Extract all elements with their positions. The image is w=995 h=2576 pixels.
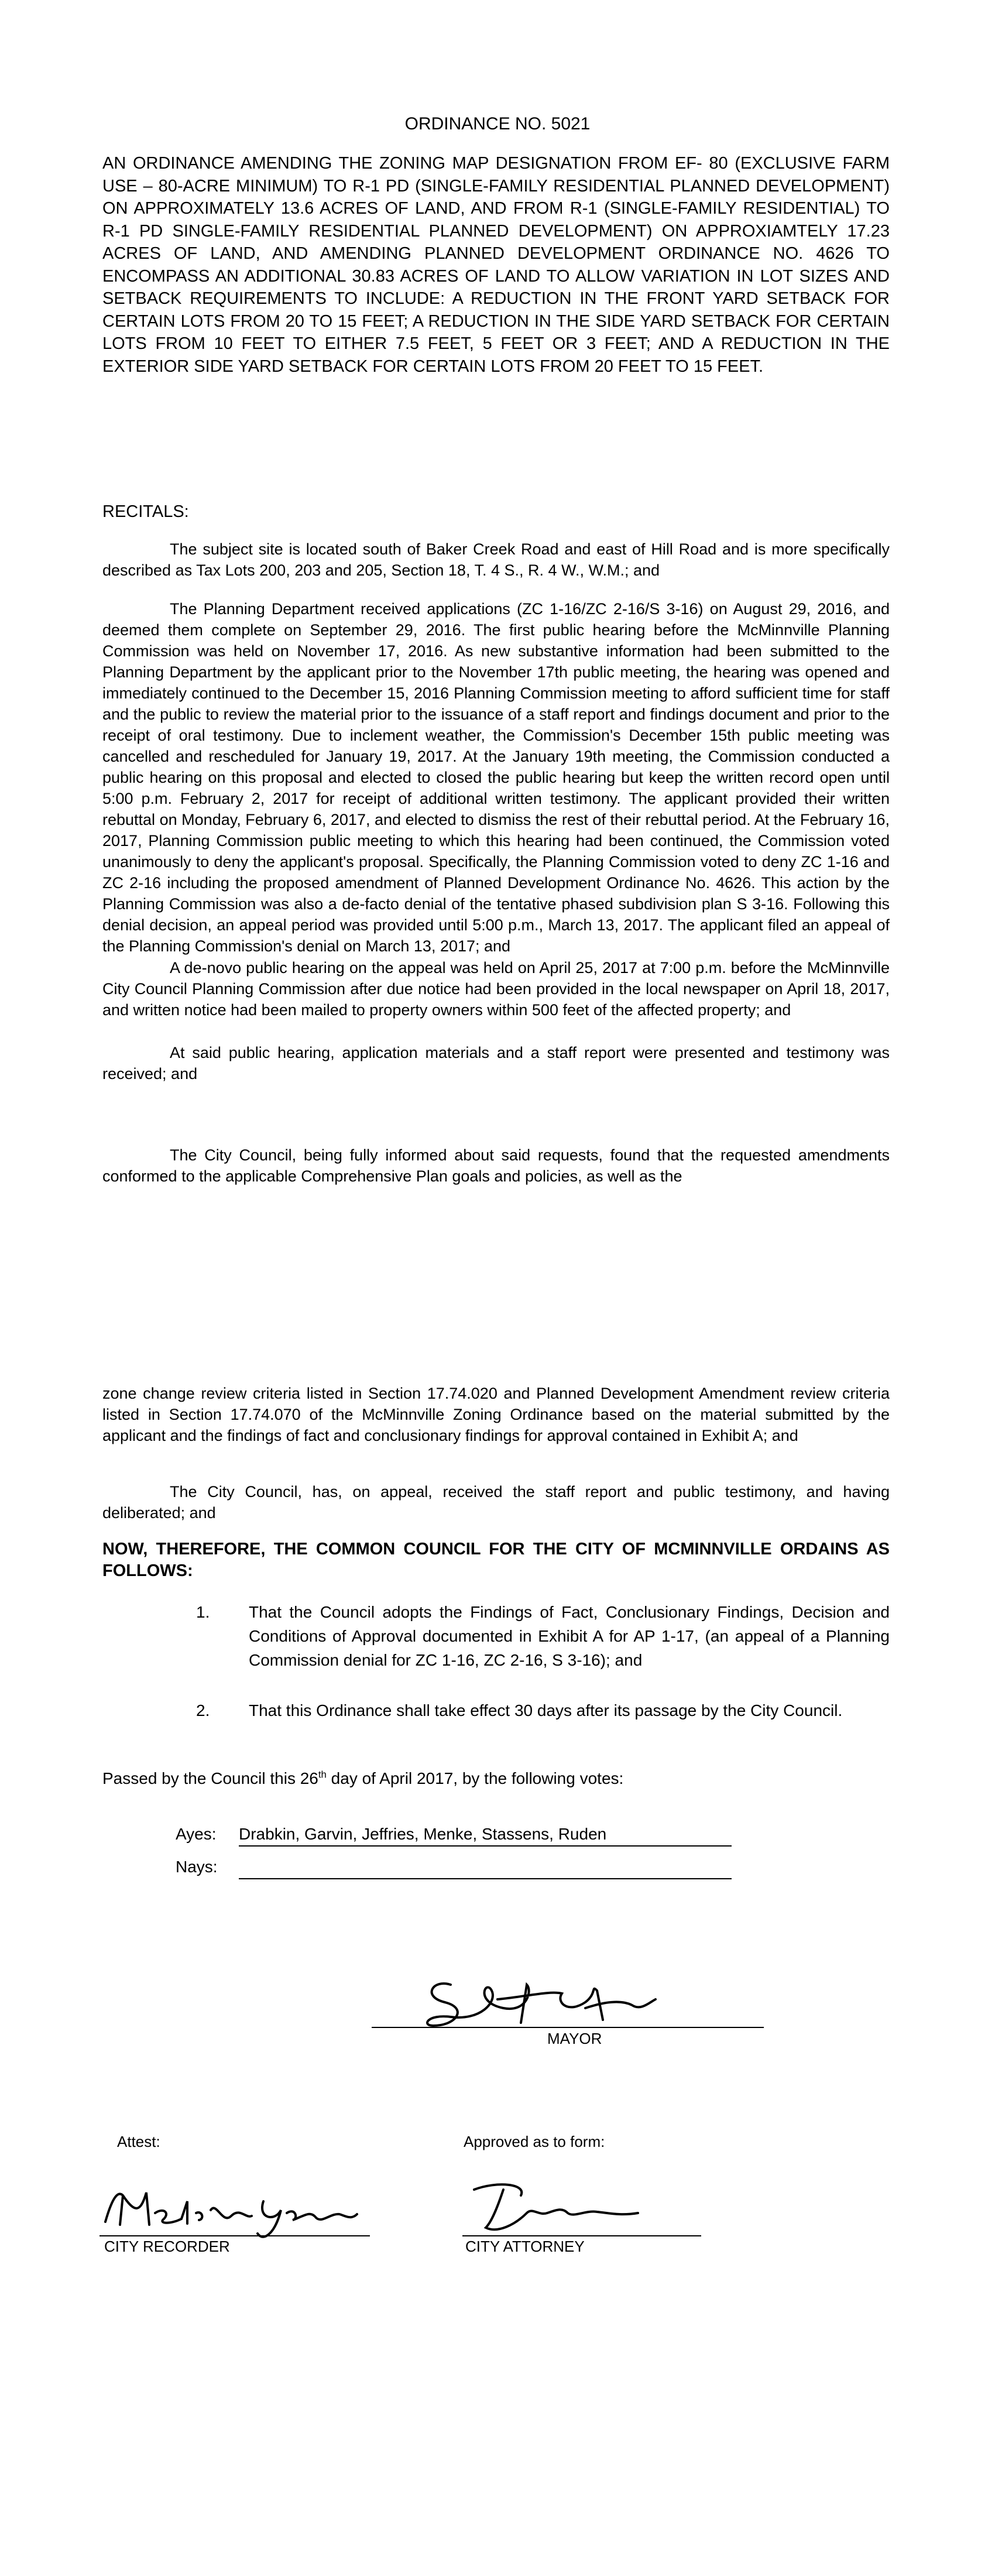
ayes-value: Drabkin, Garvin, Jeffries, Menke, Stassens, Ruden [239,1825,607,1843]
recorder-signature [100,2178,369,2242]
ordinance-item-1 [102,1600,890,1676]
attorney-signature [462,2178,696,2242]
ayes-label: Ayes: [176,1825,217,1843]
passed-statement: Passed by the Council this 26th day of April 2017, by the following votes: [102,1769,624,1787]
item-text: That this Ordinance shall take effect 30 days after its passage by the City Council. [249,1701,843,1719]
ordinance-item-2 [102,1698,890,1725]
recital-paragraph: At said public hearing, application materials and a staff report were presented and testimony was received; and [102,1044,890,1083]
recital-paragraph: The City Council, has, on appeal, received the staff report and public testimony, and having deliberated; and [102,1483,890,1522]
attorney-label: CITY ATTORNEY [465,2238,585,2255]
mayor-label: MAYOR [547,2030,602,2047]
attest-label: Attest: [117,2133,160,2150]
attorney-line [462,2235,701,2236]
ordinance-title: ORDINANCE NO. 5021 [404,114,591,133]
item-number: 1. [196,1603,210,1621]
item-number: 2. [196,1701,210,1719]
ayes-line [239,1845,732,1847]
recital-paragraph: The City Council, being fully informed about said requests, found that the requested amendments conformed to the applicable Comprehensive Plan goals and policies, as well as the [102,1146,890,1185]
mayor-line [372,2027,764,2028]
ordinance-caption: AN ORDINANCE AMENDING THE ZONING MAP DESIGNATION FROM EF- 80 (EXCLUSIVE FARM USE – 80-ACRE MINIMUM) TO R-1 PD (SINGLE-FAMILY RESIDENTIAL PLANNED DEVELOPMENT) ON APPROXIMATELY 13.6 ACRES OF LAND, AND FROM R-1 (SINGLE-FAMILY RESIDENTIAL) TO R-1 PD SINGLE-FAMILY RESIDENTIAL PLANNED DEVELOPMENT) ON APPROXIAMTELY 17.23 ACRES OF LAND, AND AMENDING PLANNED DEVELOPMENT ORDINANCE NO. 4626 TO ENCOMPASS AN ADDITIONAL 30.83 ACRES OF LAND TO ALLOW VARIATION IN LOT SIZES AND SETBACK REQUIREMENTS TO INCLUDE: A REDUCTION IN THE FRONT YARD SETBACK FOR CERTAIN LOTS FROM 20 TO 15 FEET; A REDUCTION IN THE SIDE YARD SETBACK FOR CERTAIN LOTS FROM 10 FEET TO EITHER 7.5 FEET, 5 FEET OR 3 FEET; AND A REDUCTION IN THE EXTERIOR SIDE YARD SETBACK FOR CERTAIN LOTS FROM 20 FEET TO 15 FEET. [102,154,890,376]
nays-label: Nays: [176,1858,218,1876]
now-therefore-clause: NOW, THEREFORE, THE COMMON COUNCIL FOR THE CITY OF MCMINNVILLE ORDAINS AS FOLLOWS: [102,1540,890,1580]
recitals-heading: RECITALS: [102,502,189,521]
recital-paragraph: The Planning Department received applications (ZC 1-16/ZC 2-16/S 3-16) on August 29, 2016, and deemed them complete on September 29, 2016. The first public hearing before the McMinnville Planning Commission was held on November 17, 2016. As new substantive information had been submitted to the Planning Department by the applicant prior to the November 17th public meeting, the hearing was opened and immediately continued to the December 15, 2016 Planning Commission meeting to afford sufficient time for staff and the public to review the material prior to the issuance of a staff report and findings document and prior to the receipt of oral testimony. Due to inclement weather, the Commission's December 15th public meeting was cancelled and rescheduled for January 19, 2017. At the January 19th meeting, the Commission conducted a public hearing on this proposal and elected to closed the public hearing but keep the written record open until 5:00 p.m. February 2, 2017 for receipt of additional written testimony. The applicant provided their written rebuttal on Monday, February 6, 2017, and elected to dismiss the rest of their rebuttal period. At the February 16, 2017, Planning Commission public meeting to which this hearing had been continued, the Commission voted unanimously to deny the applicant's proposal. Specifically, the Planning Commission voted to deny ZC 1-16 and ZC 2-16 including the proposed amendment of Planned Development Ordinance No. 4626. This action by the Planning Commission was also a de-facto denial of the tentative phased subdivision plan S 3-16. Following this denial decision, an appeal period was provided until 5:00 p.m., March 13, 2017. The applicant filed an appeal of the Planning Commission's denial on March 13, 2017; and [102,600,890,955]
nays-line [239,1878,732,1879]
recital-paragraph-continued: zone change review criteria listed in Section 17.74.020 and Planned Development Amendment review criteria listed in Section 17.74.070 of the McMinnville Zoning Ordinance based on the material submitted by the applicant and the findings of fact and conclusionary findings for approval contained in Exhibit A; and [102,1385,890,1444]
item-text: That the Council adopts the Findings of Fact, Conclusionary Findings, Decision and Conditions of Approval documented in Exhibit A for AP 1-17, (an appeal of a Planning Commission denial for ZC 1-16, ZC 2-16, S 3-16); and [249,1603,890,1669]
recital-paragraph: The subject site is located south of Baker Creek Road and east of Hill Road and is more specifically described as Tax Lots 200, 203 and 205, Section 18, T. 4 S., R. 4 W., W.M.; and [102,540,890,579]
approved-label: Approved as to form: [464,2133,605,2150]
recorder-line [100,2235,370,2236]
recital-paragraph: A de-novo public hearing on the appeal was held on April 25, 2017 at 7:00 p.m. before the McMinnville City Council Planning Commission after due notice had been provided in the local newspaper on April 18, 2017, and written notice had been mailed to property owners within 500 feet of the affected property; and [102,959,890,1019]
recorder-label: CITY RECORDER [104,2238,230,2255]
